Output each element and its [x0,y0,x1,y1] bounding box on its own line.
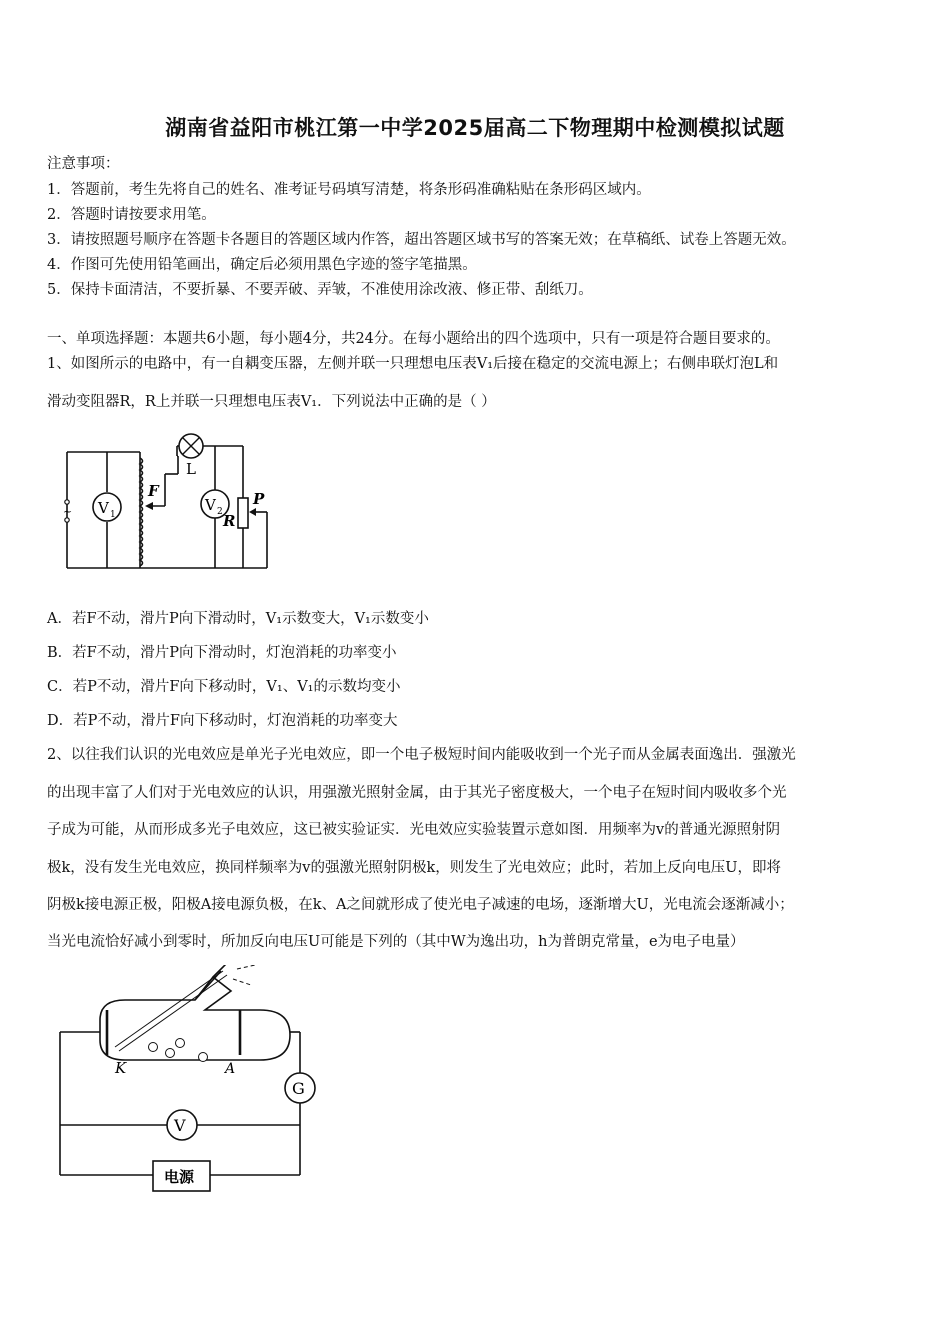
svg-text:1: 1 [110,510,116,520]
k-label: K [115,1059,127,1077]
notes-heading: 注意事项： [47,156,120,172]
svg-text:~: ~ [63,505,73,518]
question-2-stem: 当光电流恰好减小到零时，所加反向电压U可能是下列的（其中W为逸出功，h为普朗克常量，e为电子电量） [47,934,745,950]
option-d: D．若P不动，滑片F向下移动时，灯泡消耗的功率变大 [47,713,398,729]
p-label: P [253,490,265,508]
galvanometer-label: G [292,1079,305,1098]
note-item: 2．答题时请按要求用笔。 [47,207,216,223]
voltmeter-label: V [174,1116,186,1135]
option-c: C．若P不动，滑片F向下移动时，V₁、V₁的示数均变小 [47,679,401,695]
svg-text:2: 2 [217,507,223,517]
option-a: A．若F不动，滑片P向下滑动时，V₁示数变大，V₁示数变小 [47,611,429,627]
note-item: 4．作图可先使用铅笔画出，确定后必须用黑色字迹的签字笔描黑。 [47,257,477,273]
f-label: F [148,482,159,500]
note-item: 1．答题前，考生先将自己的姓名、准考证号码填写清楚，将条形码准确粘贴在条形码区域内。 [47,182,651,198]
v2-label: V [205,496,216,514]
question-1-stem: 1、如图所示的电路中，有一自耦变压器，左侧并联一只理想电压表V₁后接在稳定的交流电源上；右侧串联灯泡L和 [47,356,779,372]
question-2-stem: 2、以往我们认识的光电效应是单光子光电效应，即一个电子极短时间内能吸收到一个光子而从金属表面逸出．强激光 [47,747,796,763]
r-label: R [223,512,236,530]
question-1-stem-cont: 滑动变阻器R，R上并联一只理想电压表V₁．下列说法中正确的是（ ） [47,394,496,410]
power-source-label: 电源 [164,1168,195,1186]
question-2-stem: 子成为可能，从而形成多光子电效应，这已被实验证实．光电效应实验装置示意如图．用频率为v的普通光源照射阴 [47,822,781,838]
question-2-stem: 极k，没有发生光电效应，换同样频率为v的强激光照射阴极k，则发生了光电效应；此时，若加上反向电压U，即将 [47,860,781,876]
page-title: 湖南省益阳市桃江第一中学2025届高二下物理期中检测模拟试题 [165,116,785,140]
circuit-figure-1 [55,428,285,578]
section-heading: 一、单项选择题：本题共6小题，每小题4分，共24分。在每小题给出的四个选项中，只有一项是符合题目要求的。 [47,331,780,347]
option-b: B．若F不动，滑片P向下滑动时，灯泡消耗的功率变小 [47,645,397,661]
note-item: 3．请按照题号顺序在答题卡各题目的答题区域内作答，超出答题区域书写的答案无效；在草稿纸、试卷上答题无效。 [47,232,796,248]
question-2-stem: 的出现丰富了人们对于光电效应的认识，用强激光照射金属，由于其光子密度极大，一个电子在短时间内吸收多个光 [47,785,787,801]
photoelectric-figure [55,965,335,1200]
lamp-label: L [186,460,196,478]
question-2-stem: 阴极k接电源正极，阳极A接电源负极，在k、A之间就形成了使光电子减速的电场，逐渐增大U，光电流会逐渐减小； [47,897,794,913]
note-item: 5．保持卡面清洁，不要折暴、不要弄破、弄皱，不准使用涂改液、修正带、刮纸刀。 [47,282,593,298]
v1-label: V [98,499,109,517]
a-label: A [225,1061,236,1077]
